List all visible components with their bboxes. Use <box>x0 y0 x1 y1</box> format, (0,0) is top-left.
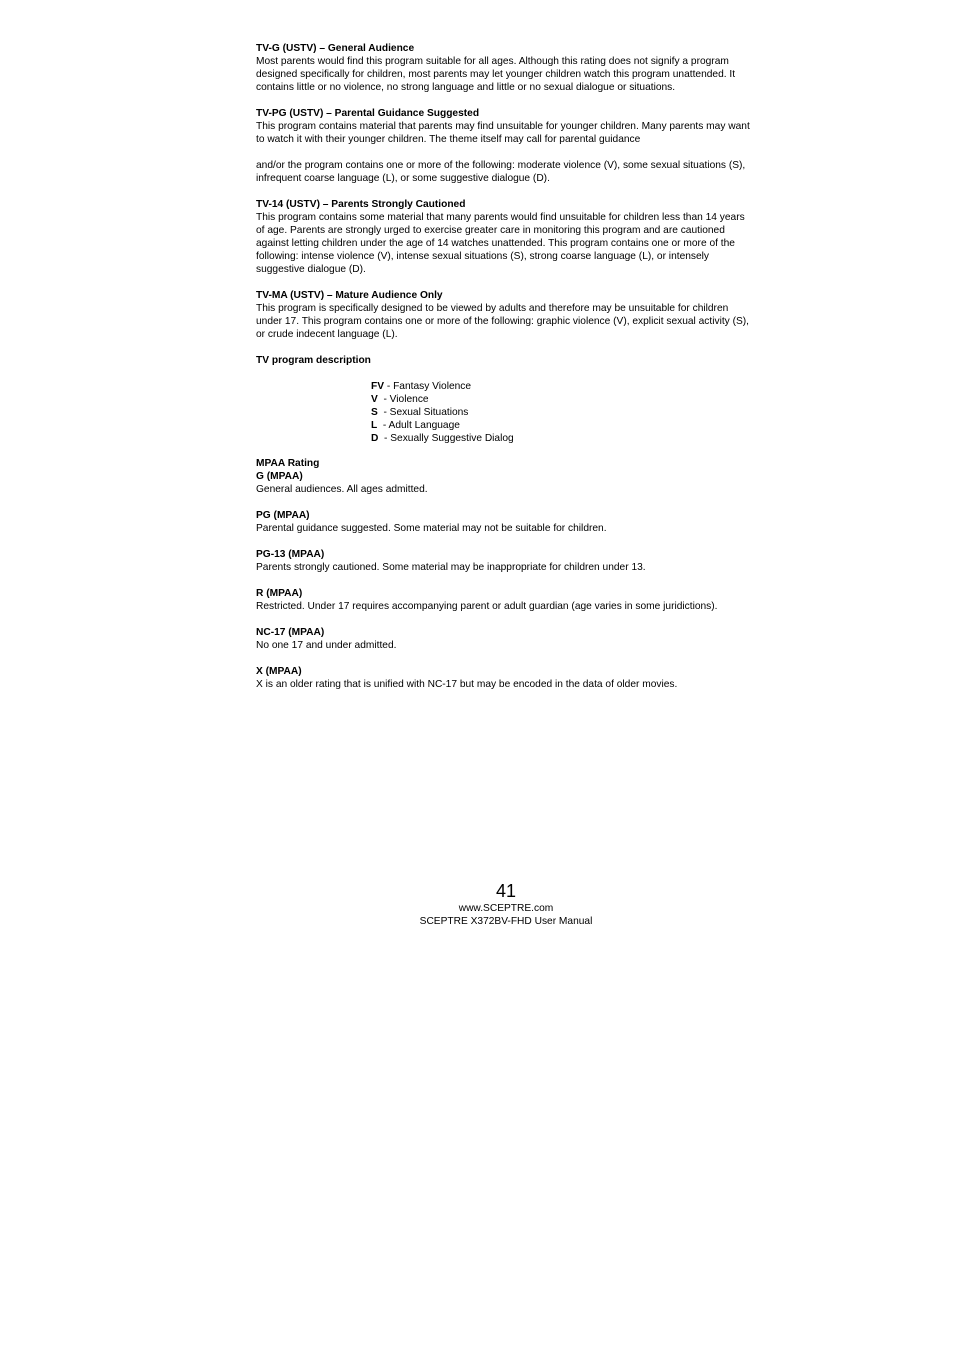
mpaa-section-r <box>256 587 752 613</box>
page-number: 41 <box>495 881 517 901</box>
mpaa-section-pg <box>256 509 752 535</box>
list-item: S - Sexual Situations <box>371 407 469 418</box>
rating-description: General audiences. All ages admitted. <box>256 484 428 495</box>
rating-description: X is an older rating that is unified with NC-17 but may be encoded in the data of older movies. <box>256 679 678 690</box>
rating-description: Parental guidance suggested. Some material may not be suitable for children. <box>256 523 607 534</box>
mpaa-section-nc17 <box>256 626 752 652</box>
rating-heading: PG (MPAA) <box>256 510 310 521</box>
rating-description: This program is specifically designed to be viewed by adults and therefore may be unsuitable for children under 17. This program contains one or more of the following: graphic violence (V), explicit sexual activity (S), or crude indecent language (L). <box>256 303 750 340</box>
mpaa-heading: MPAA Rating <box>256 458 320 469</box>
mpaa-section-pg13 <box>256 548 752 574</box>
rating-description: This program contains some material that many parents would find unsuitable for children less than 14 years of age. Parents are strongly urged to exercise greater care in monitoring this program and are cautioned against letting children under the age of 14 watches unattended. This program contains one or more of the following: intense violence (V), intense sexual situations (S), strong coarse language (L), or intensely suggestive dialogue (D). <box>256 212 745 275</box>
rating-description: Restricted. Under 17 requires accompanying parent or adult guardian (age varies in some juridictions). <box>256 601 718 612</box>
rating-section-tv-pg <box>256 107 752 185</box>
page-footer <box>256 880 756 928</box>
rating-heading: R (MPAA) <box>256 588 303 599</box>
list-item: FV - Fantasy Violence <box>371 381 472 392</box>
rating-heading: TV-G (USTV) – General Audience <box>256 43 415 54</box>
rating-heading: X (MPAA) <box>256 666 302 677</box>
rating-section-tv-ma <box>256 289 752 341</box>
rating-description: Most parents would find this program suitable for all ages. Although this rating does not signify a program designed specifically for children, most parents may let younger children watch this program unattended. It contains little or no violence, no strong language and little or no sexual dialogue or situations. <box>256 56 736 93</box>
rating-description: No one 17 and under admitted. <box>256 640 397 651</box>
rating-description: This program contains material that parents may find unsuitable for younger children. Many parents may want to watch it with their younger children. The theme itself may call for parental guidance <box>256 121 750 145</box>
footer-manual-title: SCEPTRE X372BV-FHD User Manual <box>419 916 593 927</box>
rating-heading: TV-PG (USTV) – Parental Guidance Suggested <box>256 108 480 119</box>
rating-heading: PG-13 (MPAA) <box>256 549 325 560</box>
rating-section-tv-14 <box>256 198 752 276</box>
rating-heading: G (MPAA) <box>256 471 303 482</box>
rating-heading: TV-14 (USTV) – Parents Strongly Cautioned <box>256 199 466 210</box>
tv-description-section <box>256 354 752 367</box>
rating-description-continued: and/or the program contains one or more of the following: moderate violence (V), some sexual situations (S), infrequent coarse language (L), or some suggestive dialogue (D). <box>256 160 746 184</box>
tv-description-heading: TV program description <box>256 355 371 366</box>
rating-heading: NC-17 (MPAA) <box>256 627 325 638</box>
rating-heading: TV-MA (USTV) – Mature Audience Only <box>256 290 443 301</box>
tv-description-list <box>371 380 752 445</box>
mpaa-section-g <box>256 457 752 496</box>
mpaa-section-x <box>256 665 752 691</box>
list-item: V - Violence <box>371 394 429 405</box>
footer-website: www.SCEPTRE.com <box>458 903 554 914</box>
manual-page-content <box>256 42 752 704</box>
rating-section-tv-g <box>256 42 752 94</box>
rating-description: Parents strongly cautioned. Some material may be inappropriate for children under 13. <box>256 562 646 573</box>
list-item: L - Adult Language <box>371 420 460 431</box>
list-item: D - Sexually Suggestive Dialog <box>371 433 514 444</box>
